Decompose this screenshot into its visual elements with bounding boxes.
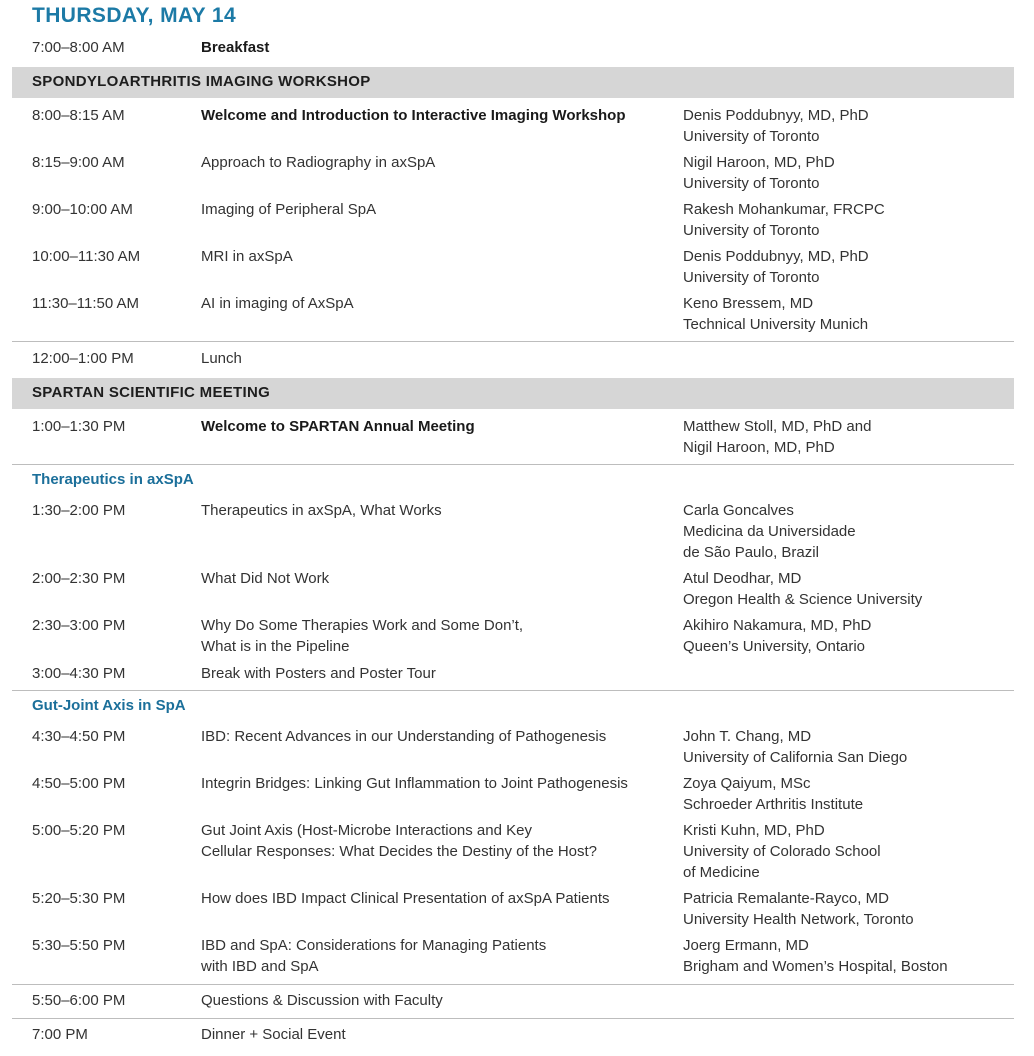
speaker-line: Oregon Health & Science University xyxy=(683,591,923,608)
row-divider xyxy=(12,984,1014,985)
session-time: 1:00–1:30 PM xyxy=(32,418,126,435)
session-time: 5:50–6:00 PM xyxy=(32,992,126,1009)
section-band xyxy=(12,378,1014,409)
session-speaker xyxy=(683,152,1013,194)
speaker-line: Patricia Remalante-Rayco, MD xyxy=(683,890,889,907)
session-time: 8:00–8:15 AM xyxy=(32,107,125,124)
session-title-line: Lunch xyxy=(201,350,242,367)
row-divider xyxy=(12,341,1014,342)
session-time: 9:00–10:00 AM xyxy=(32,201,133,218)
speaker-line: Technical University Munich xyxy=(683,316,869,333)
speaker-line: University of Colorado School xyxy=(683,843,881,860)
session-speaker xyxy=(683,500,1013,563)
session-speaker xyxy=(683,293,1013,335)
session-title-line: Integrin Bridges: Linking Gut Inflammation to Joint Pathogenesis xyxy=(201,775,628,792)
session-speaker xyxy=(683,568,1013,610)
speaker-line: Nigil Haroon, MD, PhD xyxy=(683,154,835,171)
speaker-line: Matthew Stoll, MD, PhD and xyxy=(683,418,872,435)
section-title: SPONDYLOARTHRITIS IMAGING WORKSHOP xyxy=(32,73,371,90)
speaker-line: Queen’s University, Ontario xyxy=(683,638,866,655)
session-speaker xyxy=(683,105,1013,147)
session-title-line: How does IBD Impact Clinical Presentation of axSpA Patients xyxy=(201,890,610,907)
speaker-line: Denis Poddubnyy, MD, PhD xyxy=(683,107,869,124)
session-title-line: Why Do Some Therapies Work and Some Don’t, xyxy=(201,617,524,634)
session-title-line: AI in imaging of AxSpA xyxy=(201,295,354,312)
session-speaker xyxy=(683,416,1013,458)
speaker-line: Brigham and Women’s Hospital, Boston xyxy=(683,958,948,975)
session-title xyxy=(201,615,671,657)
session-title xyxy=(201,663,671,684)
session-title-line: What is in the Pipeline xyxy=(201,638,350,655)
session-title-line: Questions & Discussion with Faculty xyxy=(201,992,443,1009)
session-speaker xyxy=(683,888,1013,930)
session-title xyxy=(201,990,671,1011)
speaker-line: University of Toronto xyxy=(683,269,820,286)
session-title xyxy=(201,348,671,369)
session-title xyxy=(201,773,671,794)
session-title xyxy=(201,820,671,862)
session-title xyxy=(201,416,671,437)
session-time: 11:30–11:50 AM xyxy=(32,295,140,312)
speaker-line: Schroeder Arthritis Institute xyxy=(683,796,864,813)
session-title-line: MRI in axSpA xyxy=(201,248,293,265)
session-time: 7:00–8:00 AM xyxy=(32,39,125,56)
speaker-line: Keno Bressem, MD xyxy=(683,295,814,312)
session-time: 2:00–2:30 PM xyxy=(32,570,126,587)
session-speaker xyxy=(683,820,1013,883)
session-speaker xyxy=(683,615,1013,657)
session-time: 5:30–5:50 PM xyxy=(32,937,126,954)
session-time: 1:30–2:00 PM xyxy=(32,502,126,519)
speaker-line: University of California San Diego xyxy=(683,749,908,766)
session-title xyxy=(201,246,671,267)
row-divider xyxy=(12,690,1014,691)
session-title xyxy=(201,199,671,220)
speaker-line: Nigil Haroon, MD, PhD xyxy=(683,439,835,456)
session-title-line: with IBD and SpA xyxy=(201,958,319,975)
speaker-line: John T. Chang, MD xyxy=(683,728,812,745)
session-title xyxy=(201,105,671,126)
speaker-line: Joerg Ermann, MD xyxy=(683,937,809,954)
session-time: 4:50–5:00 PM xyxy=(32,775,126,792)
session-time: 12:00–1:00 PM xyxy=(32,350,134,367)
session-title xyxy=(201,935,671,977)
session-title xyxy=(201,568,671,589)
session-title-line: Break with Posters and Poster Tour xyxy=(201,665,436,682)
session-title-line: Welcome to SPARTAN Annual Meeting xyxy=(201,418,475,435)
session-speaker xyxy=(683,773,1013,815)
row-divider xyxy=(12,1018,1014,1019)
speaker-line: Kristi Kuhn, MD, PhD xyxy=(683,822,825,839)
session-title-line: Welcome and Introduction to Interactive Imaging Workshop xyxy=(201,107,626,124)
speaker-line: Rakesh Mohankumar, FRCPC xyxy=(683,201,885,218)
session-title xyxy=(201,888,671,909)
session-title-line: Dinner + Social Event xyxy=(201,1026,346,1043)
speaker-line: of Medicine xyxy=(683,864,760,881)
session-title xyxy=(201,500,671,521)
session-time: 5:20–5:30 PM xyxy=(32,890,126,907)
session-title-line: What Did Not Work xyxy=(201,570,330,587)
session-title-line: Imaging of Peripheral SpA xyxy=(201,201,377,218)
session-time: 5:00–5:20 PM xyxy=(32,822,126,839)
speaker-line: de São Paulo, Brazil xyxy=(683,544,819,561)
session-title xyxy=(201,37,671,58)
session-title-line: Gut Joint Axis (Host-Microbe Interactions and Key xyxy=(201,822,532,839)
session-speaker xyxy=(683,199,1013,241)
session-title-line: IBD: Recent Advances in our Understanding of Pathogenesis xyxy=(201,728,607,745)
speaker-line: University Health Network, Toronto xyxy=(683,911,914,928)
speaker-line: Carla Goncalves xyxy=(683,502,794,519)
session-time: 7:00 PM xyxy=(32,1026,88,1043)
day-title: THURSDAY, MAY 14 xyxy=(32,4,237,27)
section-title: SPARTAN SCIENTIFIC MEETING xyxy=(32,384,271,401)
session-title xyxy=(201,293,671,314)
speaker-line: University of Toronto xyxy=(683,222,820,239)
speaker-line: Atul Deodhar, MD xyxy=(683,570,802,587)
session-speaker xyxy=(683,246,1013,288)
speaker-line: Medicina da Universidade xyxy=(683,523,856,540)
session-time: 2:30–3:00 PM xyxy=(32,617,126,634)
session-subheading: Therapeutics in axSpA xyxy=(32,471,194,488)
speaker-line: Akihiro Nakamura, MD, PhD xyxy=(683,617,872,634)
section-band xyxy=(12,67,1014,98)
session-time: 3:00–4:30 PM xyxy=(32,665,126,682)
session-title-line: Approach to Radiography in axSpA xyxy=(201,154,436,171)
session-title-line: IBD and SpA: Considerations for Managing Patients xyxy=(201,937,547,954)
speaker-line: University of Toronto xyxy=(683,128,820,145)
row-divider xyxy=(12,464,1014,465)
session-title xyxy=(201,152,671,173)
session-title-line: Cellular Responses: What Decides the Destiny of the Host? xyxy=(201,843,598,860)
session-title-line: Therapeutics in axSpA, What Works xyxy=(201,502,442,519)
speaker-line: Denis Poddubnyy, MD, PhD xyxy=(683,248,869,265)
session-title-line: Breakfast xyxy=(201,39,270,56)
session-time: 4:30–4:50 PM xyxy=(32,728,126,745)
speaker-line: University of Toronto xyxy=(683,175,820,192)
session-speaker xyxy=(683,935,1013,977)
speaker-line: Zoya Qaiyum, MSc xyxy=(683,775,811,792)
session-time: 8:15–9:00 AM xyxy=(32,154,125,171)
session-speaker xyxy=(683,726,1013,768)
session-time: 10:00–11:30 AM xyxy=(32,248,141,265)
session-title xyxy=(201,1024,671,1045)
session-subheading: Gut-Joint Axis in SpA xyxy=(32,697,186,714)
session-title xyxy=(201,726,671,747)
